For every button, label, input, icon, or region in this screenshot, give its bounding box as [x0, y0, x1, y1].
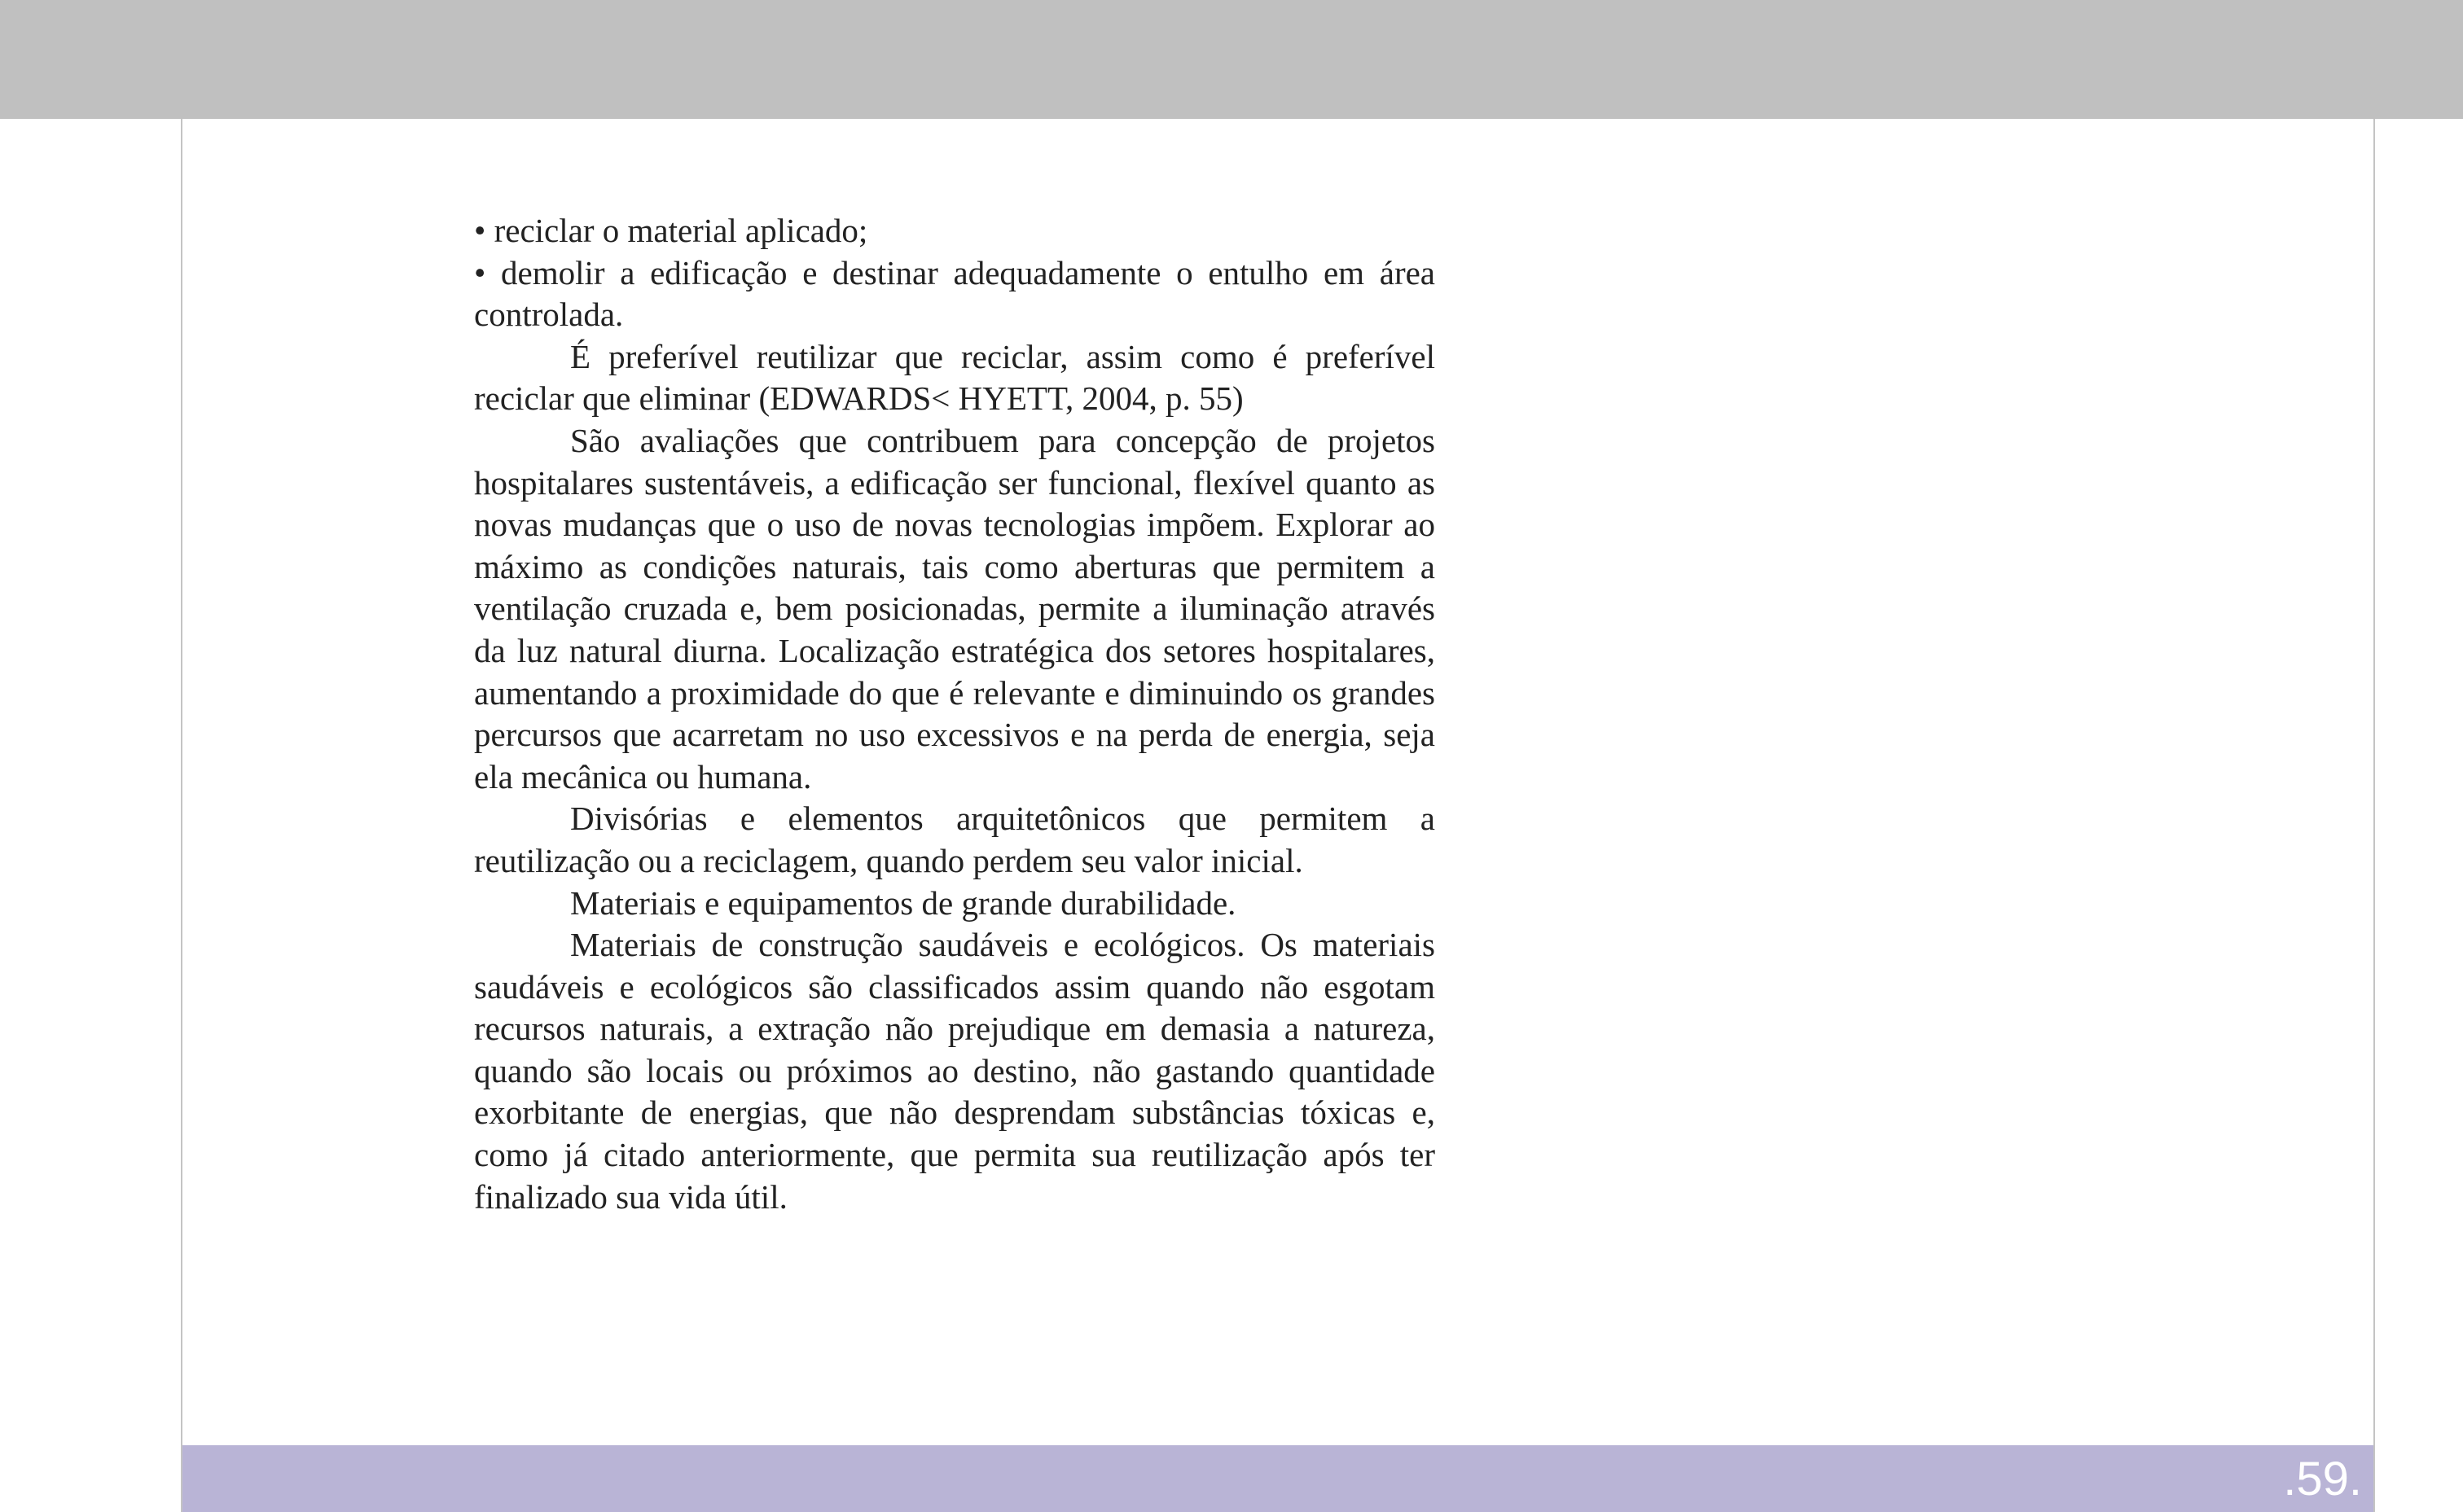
body-paragraph: Divisórias e elementos arquitetônicos que permitem a reutilização ou a reciclagem, quando perdem seu valor inicial. — [474, 800, 1435, 879]
footer-band — [182, 1445, 2373, 1512]
document-page — [181, 119, 2375, 1512]
body-paragraph: São avaliações que contribuem para concepção de projetos hospitalares sustentáveis, a edificação ser funcional, flexível quanto as novas mudanças que o uso de novas tecnologias impõem. Explorar ao máximo as condições naturais, tais como aberturas que permitem a ventilação cruzada e, bem posicionadas, permite a iluminação através da luz natural diurna. Localização estratégica dos setores hospitalares, aumentando a proximidade do que é relevante e diminuindo os grandes percursos que acarretam no uso excessivos e na perda de energia, seja ela mecânica ou humana. — [474, 421, 1435, 795]
body-paragraph: É preferível reutilizar que reciclar, assim como é preferível reciclar que eliminar (EDWARDS< HYETT, 2004, p. 55) — [474, 337, 1435, 418]
bullet-item: • demolir a edificação e destinar adequadamente o entulho em área controlada. — [474, 253, 1435, 334]
body-paragraph: Materiais e equipamentos de grande durabilidade. — [570, 883, 1236, 922]
body-paragraph: Materiais de construção saudáveis e ecológicos. Os materiais saudáveis e ecológicos são classificados assim quando não esgotam recursos naturais, a extração não prejudique em demasia a natureza, quando são locais ou próximos ao destino, não gastando quantidade exorbitante de energias, que não desprendam substâncias tóxicas e, como já citado anteriormente, que permita sua reutilização após ter finalizado sua vida útil. — [474, 926, 1435, 1216]
page-number: .59. — [2283, 1453, 2362, 1505]
bullet-item: • reciclar o material aplicado; — [474, 212, 868, 249]
body-text — [474, 210, 1435, 1218]
top-header-band — [0, 0, 2463, 119]
